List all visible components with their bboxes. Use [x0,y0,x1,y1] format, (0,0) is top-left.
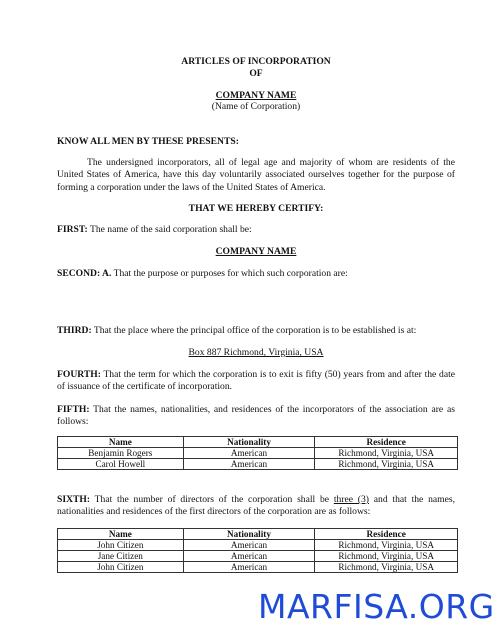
fifth-text: That the names, nationalities, and residences of the incorporators of the association are as follows: [57,404,455,428]
header-residence: Residence [315,437,458,448]
cell-name: Jane Citizen [58,551,184,562]
first-clause [57,224,455,236]
fourth-text: That the term for which the corporation is to exit is fifty (50) years from and after the date of issuance of the certificate of incorporation. [57,369,455,393]
first-value: COMPANY NAME [215,246,297,257]
cell-name: Carol Howell [58,459,184,470]
cell-nationality: American [183,562,315,573]
second-clause [57,268,455,280]
third-value: Box 887 Richmond, Virginia, USA [188,347,324,358]
table-header-row [58,529,458,540]
fifth-label: FIFTH: [57,404,90,415]
table-row [58,562,458,573]
know-all-heading: KNOW ALL MEN BY THESE PRESENTS: [57,136,239,147]
header-residence: Residence [315,529,458,540]
third-text: That the place where the principal office of the corporation is to be established is at: [91,325,417,336]
first-label: FIRST: [57,224,88,235]
third-label: THIRD: [57,325,92,336]
incorporators-table [57,436,458,470]
sixth-count: three (3) [333,494,369,505]
cell-residence: Richmond, Virginia, USA [315,459,458,470]
table-row [58,448,458,459]
third-value-line [57,347,455,359]
table-row [58,459,458,470]
cell-residence: Richmond, Virginia, USA [315,551,458,562]
company-name: COMPANY NAME [215,90,297,101]
first-text: The name of the said corporation shall be: [87,224,252,235]
cell-nationality: American [183,551,315,562]
header-name: Name [58,437,184,448]
title-line-2: OF [249,68,263,79]
third-clause [57,325,455,337]
company-caption: (Name of Corporation) [211,101,301,112]
fourth-label: FOURTH: [57,369,101,380]
sixth-clause [57,494,455,519]
cell-name: Benjamin Rogers [58,448,184,459]
first-value-line [57,246,455,258]
cell-residence: Richmond, Virginia, USA [315,448,458,459]
second-text: That the purpose or purposes for which such corporation are: [111,268,348,279]
directors-table [57,528,458,573]
header-name: Name [58,529,184,540]
fourth-clause [57,369,455,394]
sixth-label: SIXTH: [57,494,91,505]
fifth-clause [57,404,455,429]
second-label: SECOND: A. [57,268,112,279]
cell-nationality: American [183,540,315,551]
header-nationality: Nationality [183,437,315,448]
table-row [58,540,458,551]
intro-paragraph: The undersigned incorporators, all of legal age and majority of whom are residents of the United States of America, have this day voluntarily associated ourselves together for the purpose of forming a corporation under the laws of the United States of America. [57,157,455,193]
cell-nationality: American [183,448,315,459]
cell-residence: Richmond, Virginia, USA [315,540,458,551]
table-header-row [58,437,458,448]
watermark-logo: MARFISA.ORG [258,587,495,626]
certify-heading: THAT WE HEREBY CERTIFY: [188,203,324,214]
table-row [58,551,458,562]
cell-residence: Richmond, Virginia, USA [315,562,458,573]
sixth-text-before: That the number of directors of the corporation shall be [90,494,334,505]
sixth-text-after: and that the names, nationalities and residences of the first directors of the corporation are as follows: [57,494,455,518]
header-nationality: Nationality [183,529,315,540]
cell-name: John Citizen [58,562,184,573]
title-line-1: ARTICLES OF INCORPORATION [181,56,331,67]
cell-nationality: American [183,459,315,470]
cell-name: John Citizen [58,540,184,551]
